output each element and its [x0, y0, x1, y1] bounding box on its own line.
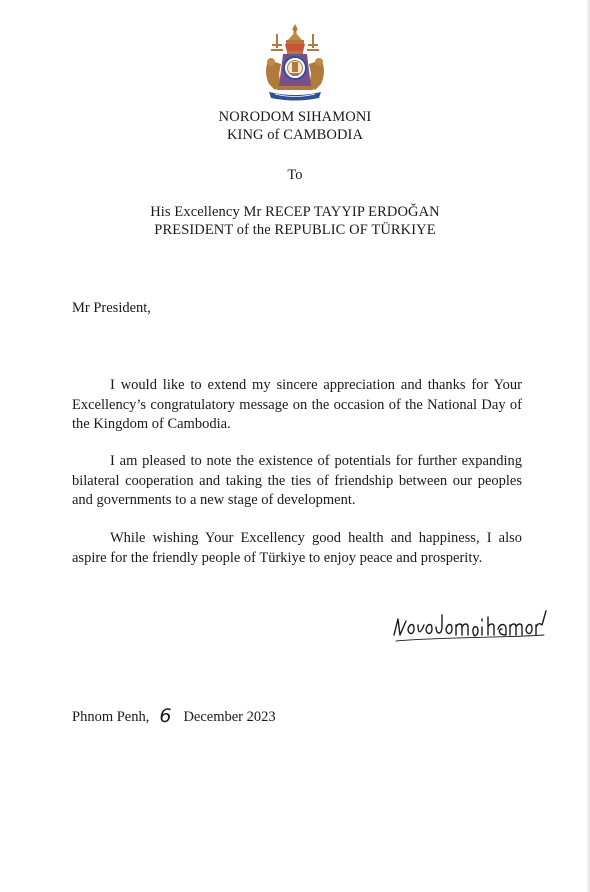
- sender-name: NORODOM SIHAMONI: [218, 109, 372, 125]
- body-paragraph: I would like to extend my sincere appreciation and thanks for Your Excellency’s congratulatory message on the occasion of the National Day of the Kingdom of Cambodia.: [72, 377, 522, 432]
- dateline: [72, 704, 276, 726]
- dateline-city: Phnom Penh,: [72, 709, 150, 725]
- dateline-day-handwritten: 6: [159, 705, 172, 727]
- dateline-month-year: December 2023: [183, 709, 276, 725]
- to-label: To: [287, 167, 303, 183]
- salutation: Mr President,: [72, 300, 151, 316]
- sender-title: KING of CAMBODIA: [226, 127, 364, 143]
- recipient-title: PRESIDENT of the REPUBLIC OF TÜRKIYE: [154, 222, 436, 238]
- body-paragraph: I am pleased to note the existence of potentials for further expanding bilateral cooperation and taking the ties of friendship between our peoples and governments to a new stage of development.: [72, 453, 522, 508]
- recipient-name: His Excellency Mr RECEP TAYYIP ERDOĞAN: [150, 204, 440, 220]
- royal-arms-of-cambodia-icon: [255, 24, 335, 104]
- body-paragraph: While wishing Your Excellency good health and happiness, I also aspire for the friendly people of Türkiye to enjoy peace and prosperity.: [72, 530, 522, 566]
- handwritten-signature-icon: [390, 605, 550, 647]
